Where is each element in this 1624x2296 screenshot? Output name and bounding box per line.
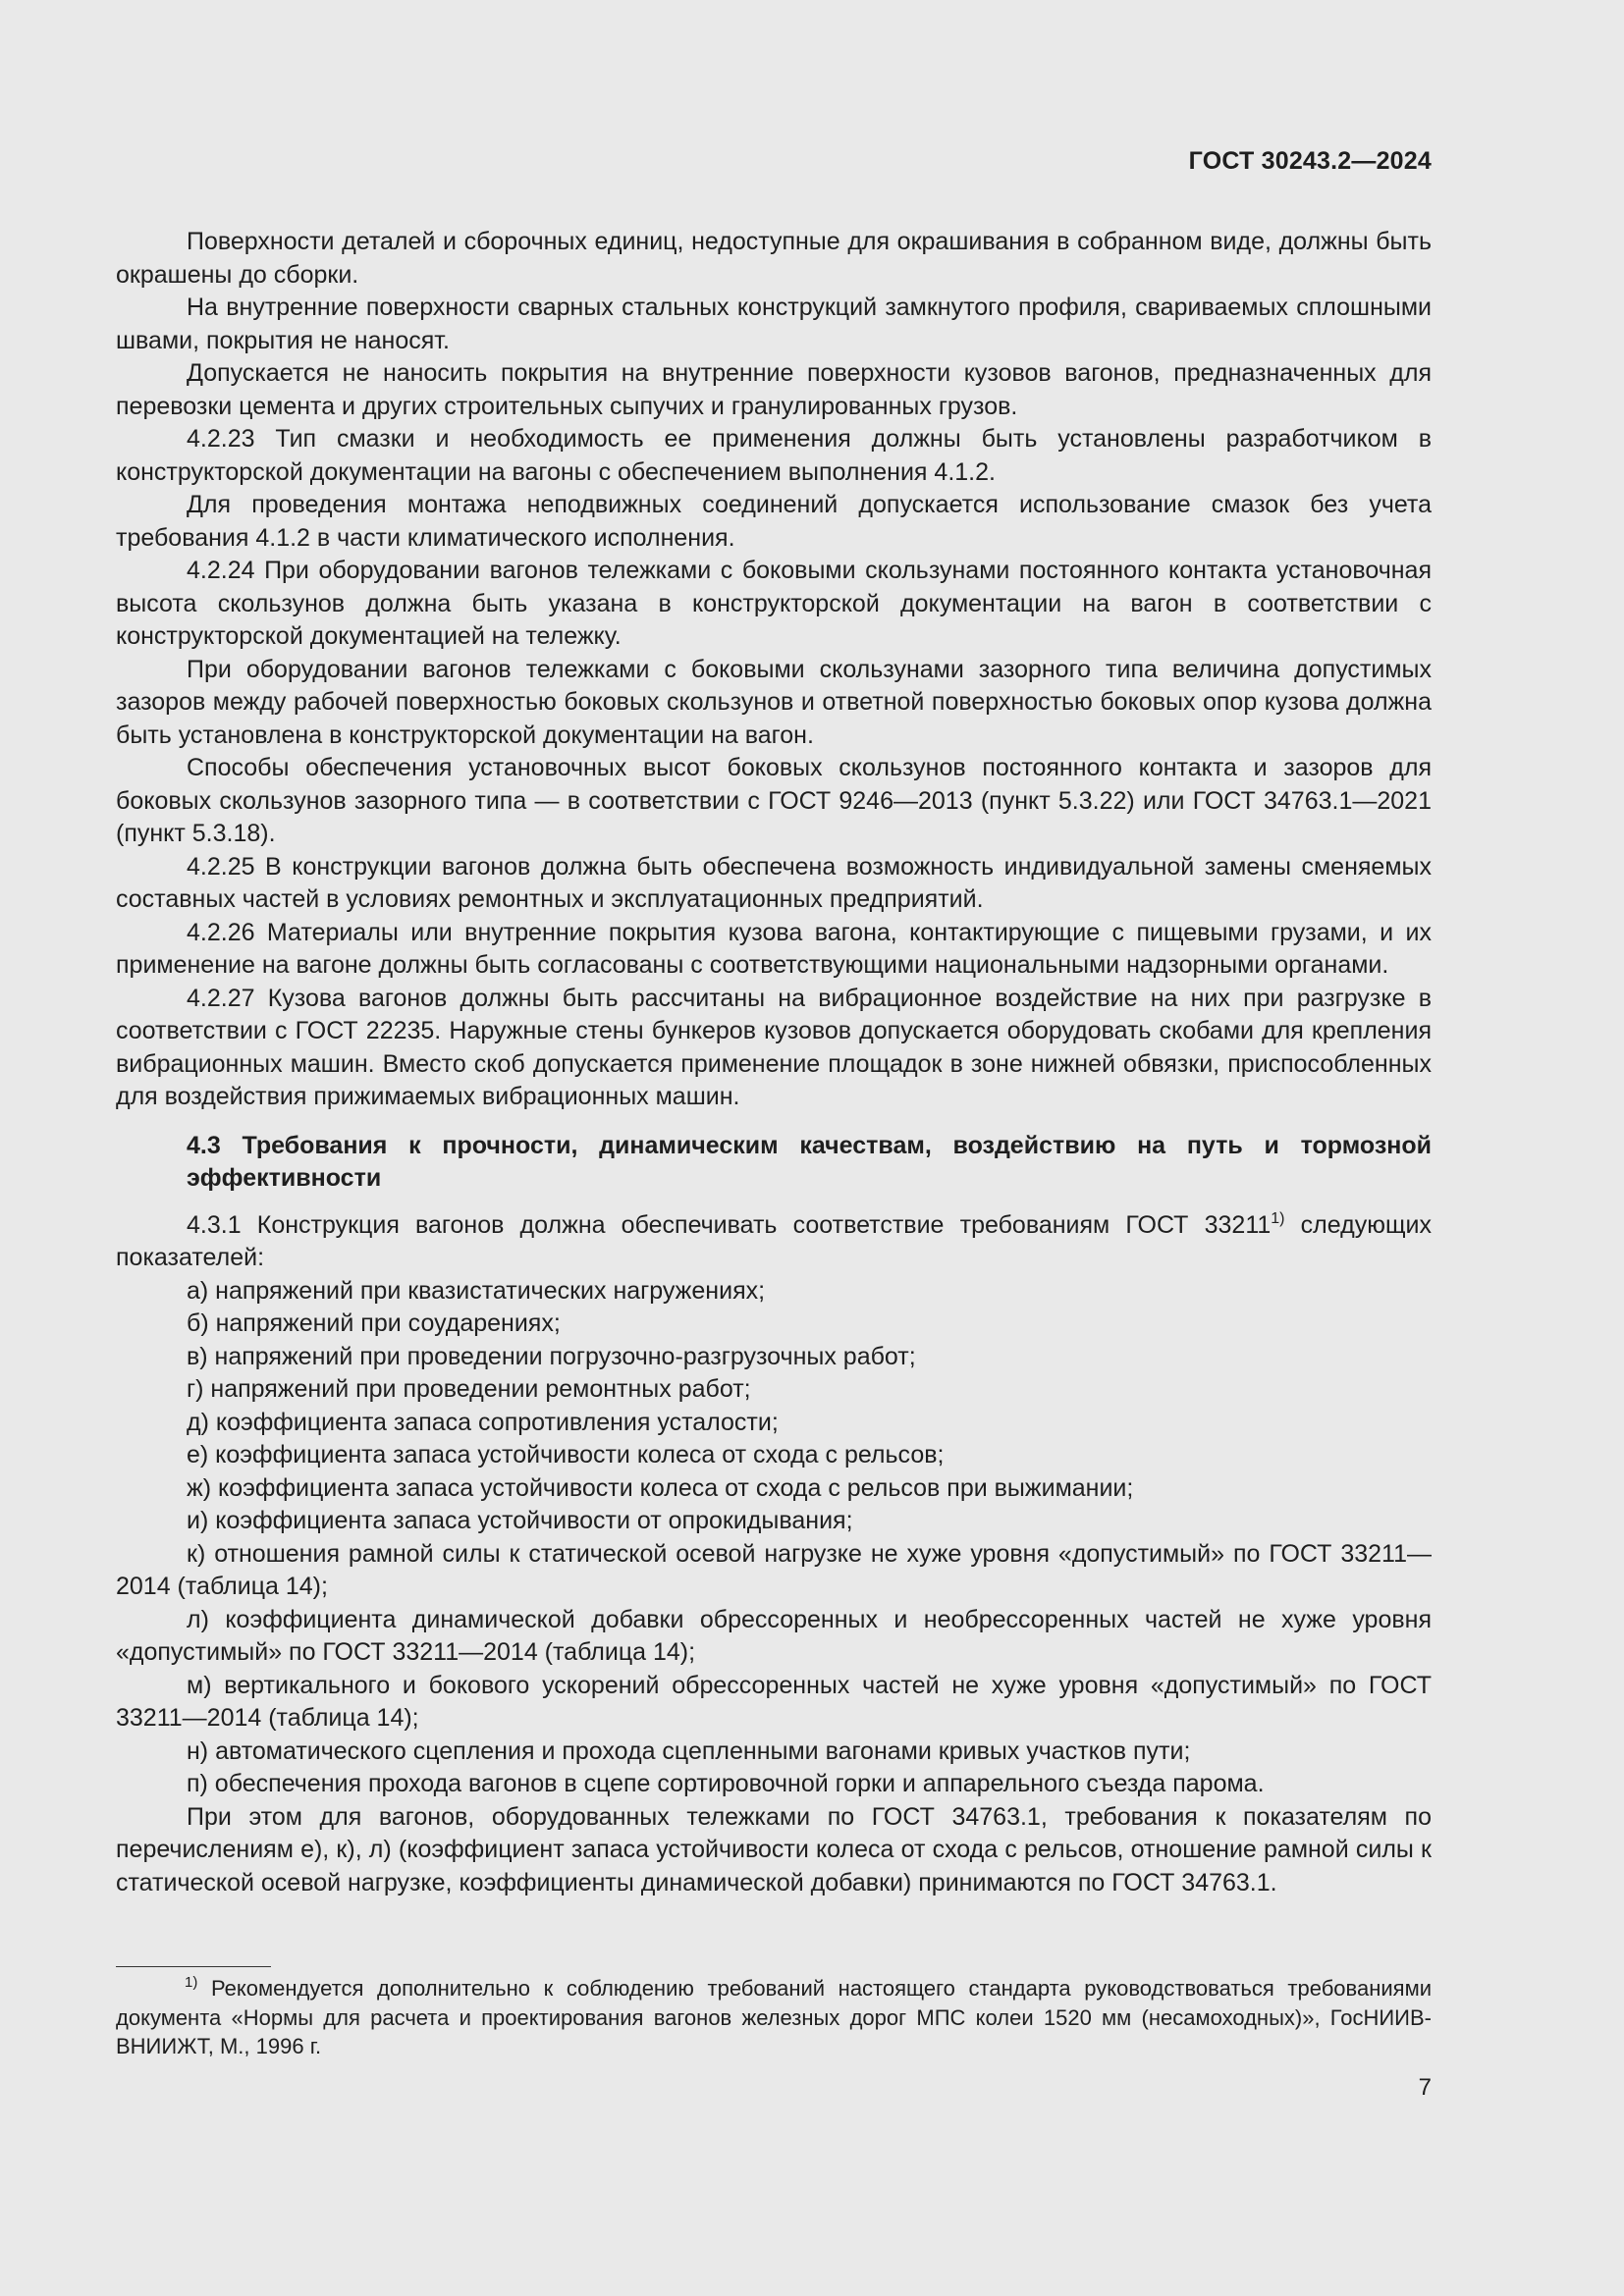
list-item: н) автоматического сцепления и прохода сцепленными вагонами кривых участков пути; [187,1736,1191,1765]
clause-text: следующих показателей: [116,1210,1432,1271]
section-heading-4-3: 4.3 Требования к прочности, динамическим качествам, воздействию на путь и тормозной эффективности [187,1131,1432,1192]
list-item: в) напряжений при проведении погрузочно-разгрузочных работ; [187,1342,916,1370]
footnote-text: Рекомендуется дополнительно к соблюдению требований настоящего стандарта руководствоваться требованиями документа «Нормы для расчета и проектирования вагонов железных дорог МПС колеи 1520 мм (несамоходных)», ГосНИИВ-ВНИИЖТ, М., 1996 г. [116,1976,1432,2058]
paragraph: При оборудовании вагонов тележками с боковыми скользунами зазорного типа величина допустимых зазоров между рабочей поверхностью боковых скользунов и ответной поверхностью боковых опор кузова должна быть установлена в конструкторской документации на вагон. [116,655,1432,749]
paragraph: При этом для вагонов, оборудованных тележками по ГОСТ 34763.1, требования к показателям по перечислениям е), к), л) (коэффициент запаса устойчивости колеса от схода с рельсов, отношение рамной силы к статической осевой нагрузке, коэффициенты динамической добавки) принимаются по ГОСТ 34763.1. [116,1802,1432,1896]
list-item: г) напряжений при проведении ремонтных работ; [187,1375,751,1403]
footnote [116,1974,1432,2061]
paragraph: На внутренние поверхности сварных стальных конструкций замкнутого профиля, свариваемых сплошными швами, покрытия не наносят. [116,294,1432,354]
clause-4-2-27: 4.2.27 Кузова вагонов должны быть рассчитаны на вибрационное воздействие на них при разгрузке в соответствии с ГОСТ 22235. Наружные стены бункеров кузовов допускается оборудовать скобами для крепления вибрационных машин. Вместо скоб допускается применение площадок в зоне нижней обвязки, приспособленных для воздействия прижимаемых вибрационных машин. [116,984,1432,1110]
clause-4-2-26: 4.2.26 Материалы или внутренние покрытия кузова вагона, контактирующие с пищевыми грузами, и их применение на вагоне должны быть согласованы с соответствующими национальными надзорными органами. [116,918,1432,979]
list-item: а) напряжений при квазистатических нагружениях; [187,1276,766,1305]
page-number: 7 [1418,2074,1432,2101]
paragraph: Для проведения монтажа неподвижных соединений допускается использование смазок без учета требования 4.1.2 в части климатического исполнения. [116,491,1432,552]
footnote-reference[interactable]: 1) [1271,1209,1285,1227]
list-item: п) обеспечения прохода вагонов в сцепе сортировочной горки и аппарельного съезда парома. [187,1770,1265,1797]
paragraph: Допускается не наносить покрытия на внутренние поверхности кузовов вагонов, предназначенных для перевозки цемента и других строительных сыпучих и гранулированных грузов. [116,359,1432,420]
document-code-header: ГОСТ 30243.2—2024 [1188,147,1432,175]
list-item: ж) коэффициента запаса устойчивости колеса от схода с рельсов при выжимании; [187,1473,1134,1502]
list-item: л) коэффициента динамической добавки обрессоренных и необрессоренных частей не хуже уровня «допустимый» по ГОСТ 33211—2014 (таблица 14); [116,1605,1432,1666]
footnote-divider [116,1966,271,1967]
list-item: б) напряжений при соударениях; [187,1309,561,1337]
paragraph: Поверхности деталей и сборочных единиц, недоступные для окрашивания в собранном виде, должны быть окрашены до сборки. [116,228,1432,289]
paragraph: Способы обеспечения установочных высот боковых скользунов постоянного контакта и зазоров для боковых скользунов зазорного типа — в соответствии с ГОСТ 9246—2013 (пункт 5.3.22) или ГОСТ 34763.1—2021 (пункт 5.3.18). [116,754,1432,847]
clause-4-2-23: 4.2.23 Тип смазки и необходимость ее применения должны быть установлены разработчиком в конструкторской документации на вагоны с обеспечением выполнения 4.1.2. [116,425,1432,486]
clause-4-3-1 [116,1209,1432,1275]
list-item: м) вертикального и бокового ускорений обрессоренных частей не хуже уровня «допустимый» по ГОСТ 33211—2014 (таблица 14); [116,1671,1432,1732]
footnote-mark: 1) [185,1974,198,1991]
clause-4-2-25: 4.2.25 В конструкции вагонов должна быть обеспечена возможность индивидуальной замены сменяемых составных частей в условиях ремонтных и эксплуатационных предприятий. [116,852,1432,913]
list-item: к) отношения рамной силы к статической осевой нагрузке не хуже уровня «допустимый» по ГОСТ 33211—2014 (таблица 14); [116,1539,1432,1600]
list-item: е) коэффициента запаса устойчивости колеса от схода с рельсов; [187,1441,945,1468]
list-item: д) коэффициента запаса сопротивления усталости; [187,1408,779,1436]
document-body [116,226,1432,1899]
list-item: и) коэффициента запаса устойчивости от опрокидывания; [187,1507,853,1534]
clause-4-2-24: 4.2.24 При оборудовании вагонов тележками с боковыми скользунами постоянного контакта установочная высота скользунов должна быть указана в конструкторской документации на вагон в соответствии с конструкторской документацией на тележку. [116,557,1432,650]
clause-text: 4.3.1 Конструкция вагонов должна обеспечивать соответствие требованиям ГОСТ 33211 [187,1210,1272,1239]
